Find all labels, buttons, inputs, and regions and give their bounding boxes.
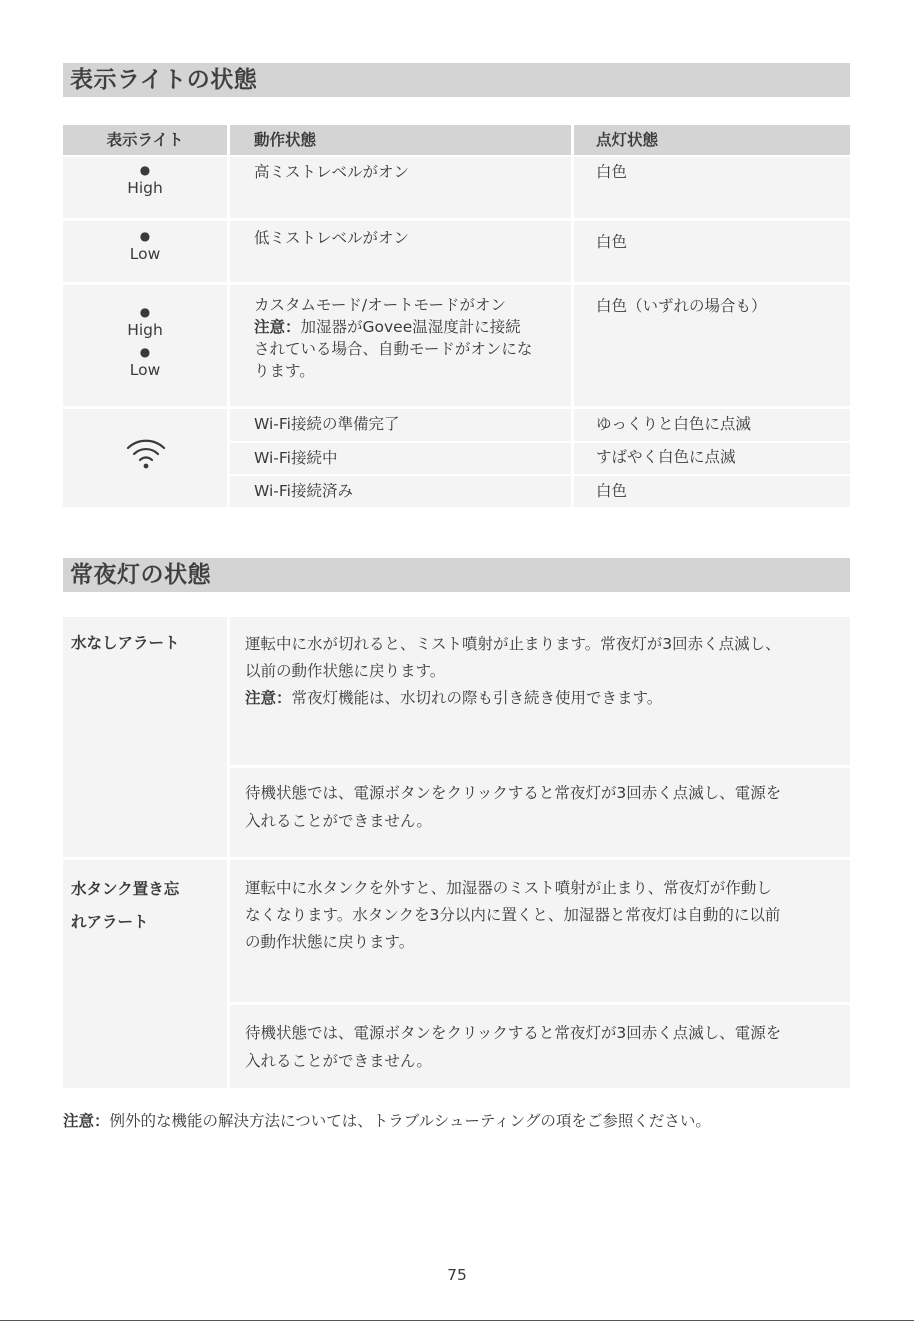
wifi-indicator-cell bbox=[63, 409, 227, 507]
alert-text-line: 運転中に水タンクを外すと、加湿器のミスト噴射が止まり、常夜灯が作動し bbox=[245, 879, 772, 897]
section-title-indicator-lights: 表示ライトの状態 bbox=[63, 63, 850, 97]
indicator-label: Low bbox=[129, 245, 161, 263]
alert-text-line: 運転中に水が切れると、ミスト噴射が止まります。常夜灯が3回赤く点滅し、 bbox=[245, 635, 781, 653]
alert-text-line: 入れることができません。 bbox=[245, 812, 432, 830]
status-line: カスタムモード/オートモードがオン bbox=[254, 296, 506, 314]
wifi-row-light: ゆっくりと白色に点滅 bbox=[574, 409, 850, 441]
wifi-row-status: Wi-Fi接続の準備完了 bbox=[230, 409, 571, 441]
bullet-icon: ● bbox=[139, 163, 151, 177]
alert-text-line: 以前の動作状態に戻ります。 bbox=[245, 662, 446, 680]
table-row-light: 白色 bbox=[574, 157, 850, 218]
section-title-night-light: 常夜灯の状態 bbox=[63, 558, 850, 592]
table-row-light: 白色 bbox=[574, 221, 850, 282]
wifi-row-status: Wi-Fi接続済み bbox=[230, 476, 571, 507]
table-row-high-indicator bbox=[63, 157, 227, 218]
note-label: 注意： bbox=[63, 1112, 110, 1130]
note-label: 注意： bbox=[245, 689, 292, 707]
indicator-label: Low bbox=[129, 361, 161, 379]
note-text: 例外的な機能の解決方法については、トラブルシューティングの項をご参照ください。 bbox=[109, 1112, 711, 1130]
wifi-row-light: すばやく白色に点滅 bbox=[574, 443, 850, 474]
alert-label: 水なしアラート bbox=[71, 634, 180, 652]
table-row-status bbox=[230, 285, 571, 406]
alert-label: 水タンク置き忘 bbox=[71, 880, 180, 898]
table-row-high-low-indicator bbox=[63, 285, 227, 406]
table-row-status: 低ミストレベルがオン bbox=[230, 221, 571, 282]
note-text: 常夜灯機能は、水切れの際も引き続き使用できます。 bbox=[291, 689, 663, 707]
note-text: 加湿器がGovee温湿度計に接続 bbox=[300, 318, 521, 336]
table-row-low-indicator bbox=[63, 221, 227, 282]
bullet-icon: ● bbox=[139, 345, 151, 359]
alert-label: れアラート bbox=[71, 913, 149, 931]
table-row-light: 白色（いずれの場合も） bbox=[574, 285, 850, 406]
note-label: 注意： bbox=[254, 318, 301, 336]
footer-note bbox=[63, 1110, 711, 1132]
note-text: されている場合、自動モードがオンにな bbox=[254, 340, 533, 358]
page-bottom-border bbox=[0, 1320, 914, 1321]
alert-text-line: の動作状態に戻ります。 bbox=[245, 933, 415, 951]
alert-text-line: 入れることができません。 bbox=[245, 1052, 432, 1070]
table-row-status: 高ミストレベルがオン bbox=[230, 157, 571, 218]
wifi-row-light: 白色 bbox=[574, 476, 850, 507]
alert-description bbox=[230, 860, 850, 1002]
header-indicator-light: 表示ライト bbox=[63, 125, 227, 155]
alert-description bbox=[230, 617, 850, 765]
page-number: 75 bbox=[447, 1266, 467, 1284]
alert-text-line: なくなります。水タンクを3分以内に置くと、加湿器と常夜灯は自動的に以前 bbox=[245, 906, 781, 924]
wifi-icon bbox=[125, 436, 167, 470]
alert-description bbox=[230, 1005, 850, 1088]
alert-description bbox=[230, 768, 850, 857]
bullet-icon: ● bbox=[139, 229, 151, 243]
alert-text-line: 待機状態では、電源ボタンをクリックすると常夜灯が3回赤く点滅し、電源を bbox=[245, 784, 782, 802]
alert-label-tank-missing bbox=[63, 860, 227, 1088]
header-light-status: 点灯状態 bbox=[574, 125, 850, 155]
note-text: ります。 bbox=[254, 362, 315, 380]
alert-label-no-water bbox=[63, 617, 227, 857]
indicator-label: High bbox=[127, 179, 163, 197]
bullet-icon: ● bbox=[139, 305, 151, 319]
alert-text-line: 待機状態では、電源ボタンをクリックすると常夜灯が3回赤く点滅し、電源を bbox=[245, 1024, 782, 1042]
indicator-label: High bbox=[127, 321, 163, 339]
header-operation-status: 動作状態 bbox=[230, 125, 571, 155]
wifi-row-status: Wi-Fi接続中 bbox=[230, 443, 571, 474]
